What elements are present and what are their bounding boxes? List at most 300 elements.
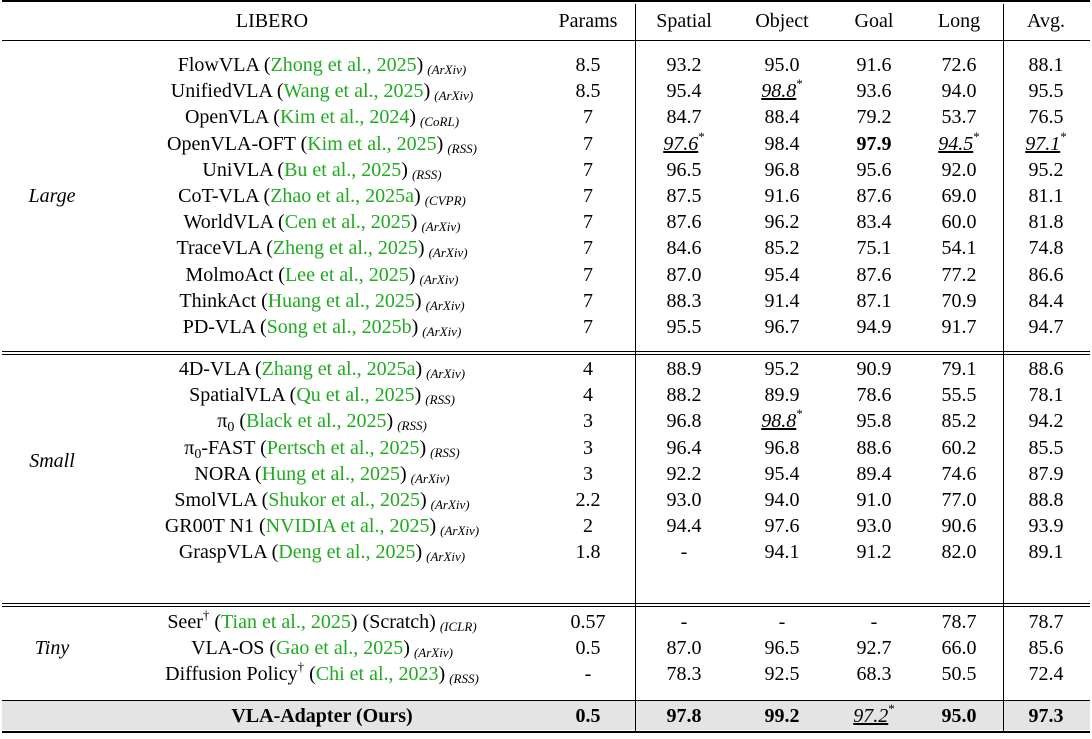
cell-goal	[832, 131, 916, 157]
citation-link[interactable]: Pertsch et al., 2025	[266, 436, 420, 459]
method-suffix: -FAST	[201, 436, 256, 459]
value-avg: 89.1	[1028, 541, 1064, 564]
method-name: GraspVLA	[178, 541, 267, 564]
table-row	[2, 539, 1090, 565]
value-spatial: 95.4	[666, 80, 702, 103]
method-name: SpatialVLA	[189, 384, 285, 407]
value-long: 55.5	[941, 384, 977, 407]
value-goal: 88.6	[856, 436, 892, 459]
cell-object	[732, 262, 832, 288]
cell-spatial	[636, 157, 732, 183]
cell-long	[916, 78, 1002, 104]
value-object: 94.0	[764, 489, 800, 511]
params-value: 4	[583, 358, 593, 380]
method-name: SmolVLA	[174, 489, 257, 511]
citation-link[interactable]: Qu et al., 2025	[296, 384, 415, 407]
cell-spatial	[636, 539, 732, 565]
citation-link[interactable]: Chi et al., 2023	[315, 663, 439, 686]
cell-long	[916, 183, 1002, 209]
table-row	[2, 408, 1090, 434]
value-avg: 78.1	[1028, 384, 1064, 407]
method-name: Seer	[167, 611, 203, 633]
method-name: CoT-VLA	[178, 185, 259, 207]
cell-avg	[1004, 487, 1088, 513]
method-name: WorldVLA	[183, 211, 274, 234]
rule-line	[2, 606, 1090, 607]
cell-object	[732, 52, 832, 78]
cell-object	[732, 157, 832, 183]
value-long: 74.6	[941, 462, 977, 485]
value-avg: 94.7	[1028, 316, 1064, 338]
venue-label: (ArXiv)	[430, 497, 470, 512]
star-mark: *	[698, 128, 705, 144]
cell-object	[732, 131, 832, 157]
cell-goal	[832, 435, 916, 461]
params-value: 0.57	[570, 611, 606, 633]
ours-value-goal: 97.2	[853, 705, 889, 727]
cell-spatial	[636, 435, 732, 461]
cell-object	[732, 104, 832, 130]
method-cell: PD-VLA (Song et al., 2025b) (ArXiv)	[182, 316, 462, 339]
value-avg: 81.1	[1028, 185, 1064, 207]
value-goal: 95.8	[856, 410, 892, 433]
cell-long	[916, 408, 1002, 434]
value-avg: 86.6	[1028, 263, 1064, 286]
table-row	[2, 487, 1090, 513]
cell-long	[916, 382, 1002, 408]
cell-goal	[832, 661, 916, 687]
value-object: 85.2	[764, 237, 800, 260]
value-long: 50.5	[941, 663, 977, 686]
citation-link[interactable]: Huang et al., 2025	[267, 289, 415, 312]
citation-link[interactable]: Black et al., 2025	[245, 410, 387, 433]
method-cell: WorldVLA (Cen et al., 2025) (ArXiv)	[183, 211, 461, 235]
ours-name	[102, 703, 542, 729]
method-cell: TraceVLA (Zheng et al., 2025) (ArXiv)	[176, 237, 468, 261]
method-cell: Seer† (Tian et al., 2025) (Scratch) (ICLR)	[167, 607, 477, 634]
value-avg: 81.8	[1028, 211, 1064, 234]
method-name: UniVLA	[202, 158, 273, 181]
value-avg: 74.8	[1028, 237, 1064, 260]
table-row	[2, 262, 1090, 288]
cell-long	[916, 487, 1002, 513]
cell-long	[916, 314, 1002, 340]
cell-goal	[832, 382, 916, 408]
params-value: 3	[583, 436, 593, 459]
value-goal: 94.9	[856, 316, 892, 338]
value-spatial: 87.0	[666, 637, 702, 660]
ours-row	[2, 703, 1090, 729]
ours-params	[542, 703, 634, 729]
cell-spatial	[636, 262, 732, 288]
table-row	[2, 382, 1090, 408]
cell-object	[732, 209, 832, 235]
value-long: 78.7	[941, 611, 977, 633]
value-avg: 78.7	[1028, 611, 1064, 633]
cell-object	[732, 609, 832, 635]
cell-avg	[1004, 314, 1088, 340]
value-long: 90.6	[941, 515, 977, 538]
value-long: 82.0	[941, 541, 977, 564]
params-value: 2.2	[575, 489, 601, 511]
cell-object	[732, 183, 832, 209]
header-benchmark: LIBERO	[235, 10, 309, 32]
value-long: 91.7	[941, 316, 977, 338]
value-spatial: 96.5	[666, 158, 702, 181]
value-long: 92.0	[941, 158, 977, 181]
value-goal: 90.9	[856, 358, 892, 380]
rule-line	[2, 700, 1090, 701]
method-name: Diffusion Policy	[165, 663, 298, 686]
value-spatial: 88.2	[666, 384, 702, 407]
method-subscript: 0	[227, 420, 235, 436]
value-spatial: 87.0	[666, 263, 702, 286]
value-spatial: 87.5	[666, 185, 702, 207]
cell-avg	[1004, 356, 1088, 382]
table-row	[2, 128, 1090, 157]
params-value: 7	[583, 106, 593, 129]
star-mark: *	[1060, 128, 1067, 144]
star-mark: *	[973, 128, 980, 144]
cell-avg	[1004, 128, 1088, 157]
cell-avg	[1004, 288, 1088, 314]
cell-avg	[1004, 157, 1088, 183]
value-goal: 79.2	[856, 106, 892, 129]
header-goal: Goal	[854, 10, 894, 32]
value-spatial: 96.4	[666, 436, 702, 459]
ours-object	[732, 703, 832, 729]
citation-link[interactable]: NVIDIA et al., 2025	[265, 515, 430, 538]
rule-line	[2, 351, 1090, 352]
value-goal: 93.6	[856, 80, 892, 103]
venue-label: (ArXiv)	[440, 523, 480, 539]
params-value: 0.5	[575, 637, 601, 660]
value-goal: 87.6	[856, 185, 892, 207]
cell-spatial	[636, 356, 732, 382]
params-value: 7	[583, 289, 593, 312]
value-goal: 83.4	[856, 211, 892, 234]
params-value: 7	[583, 158, 593, 181]
cell-goal	[832, 314, 916, 340]
params-value: 2	[583, 515, 593, 538]
value-spatial: 94.4	[666, 515, 702, 538]
value-goal: 89.4	[856, 462, 892, 485]
params-value: 3	[583, 410, 593, 433]
method-name: OpenVLA-OFT	[167, 132, 296, 155]
cell-avg	[1004, 609, 1088, 635]
value-object: 96.8	[764, 158, 800, 181]
table-header	[2, 4, 1090, 38]
cell-object	[732, 487, 832, 513]
cell-object	[732, 78, 832, 104]
cell-object	[732, 356, 832, 382]
cell-long	[916, 209, 1002, 235]
cell-long	[916, 104, 1002, 130]
value-avg: 84.4	[1028, 289, 1064, 312]
cell-spatial	[636, 635, 732, 661]
cell-object	[732, 435, 832, 461]
star-mark: *	[888, 701, 895, 716]
value-spatial: -	[680, 541, 688, 564]
value-long: 85.2	[941, 410, 977, 433]
citation-link[interactable]: Hung et al., 2025	[261, 462, 400, 485]
value-avg: 87.9	[1028, 462, 1064, 485]
ours-value-object: 99.2	[764, 705, 800, 727]
value-spatial: 84.6	[666, 237, 702, 260]
value-object: 95.0	[764, 54, 800, 76]
cell-long	[916, 262, 1002, 288]
ours-value-spatial: 97.8	[666, 705, 702, 727]
cell-avg	[1004, 513, 1088, 539]
citation-link[interactable]: Kim et al., 2025	[307, 132, 437, 155]
method-cell: SpatialVLA (Qu et al., 2025) (RSS)	[189, 384, 455, 408]
venue-label: (ICLR)	[439, 619, 477, 634]
cell-avg	[1004, 209, 1088, 235]
cell-avg	[1004, 539, 1088, 565]
cell-object	[732, 314, 832, 340]
cell-spatial	[636, 461, 732, 487]
value-goal: 92.7	[856, 637, 892, 660]
citation-link[interactable]: Gao et al., 2025	[276, 637, 404, 660]
params-value: 8.5	[575, 80, 601, 103]
method-name: OpenVLA	[184, 106, 269, 129]
citation-link[interactable]: Tian et al., 2025	[221, 611, 351, 633]
cell-avg	[1004, 52, 1088, 78]
cell-long	[916, 661, 1002, 687]
dagger-mark: †	[297, 659, 305, 675]
venue-label: (RSS)	[447, 140, 477, 156]
cell-avg	[1004, 382, 1088, 408]
cell-long	[916, 235, 1002, 261]
cell-object	[732, 635, 832, 661]
cell-spatial	[636, 661, 732, 687]
cell-avg	[1004, 78, 1088, 104]
rule-line	[2, 0, 1090, 2]
cell-avg	[1004, 461, 1088, 487]
value-object: 98.4	[764, 132, 800, 155]
cell-long	[916, 128, 1002, 157]
cell-spatial	[636, 104, 732, 130]
table-row	[2, 183, 1090, 209]
venue-label: (RSS)	[430, 444, 460, 460]
ours-avg	[1004, 703, 1088, 729]
value-long: 79.1	[941, 358, 977, 380]
value-spatial: 93.0	[666, 489, 702, 511]
group-label: Large	[28, 185, 76, 208]
params-value: 7	[583, 237, 593, 260]
value-goal: 93.0	[856, 515, 892, 538]
method-name: ThinkAct	[179, 289, 257, 312]
method-cell: VLA-OS (Gao et al., 2025) (ArXiv)	[191, 637, 453, 661]
method-cell: SmolVLA (Shukor et al., 2025) (ArXiv)	[174, 489, 470, 512]
method-cell: NORA (Hung et al., 2025) (ArXiv)	[194, 462, 450, 486]
citation-link[interactable]: Zhao et al., 2025a	[270, 185, 415, 207]
header-spatial: Spatial	[656, 10, 712, 32]
value-long: 69.0	[941, 185, 977, 207]
star-mark: *	[796, 406, 803, 422]
dagger-mark: †	[202, 607, 210, 622]
value-avg: 97.1	[1025, 132, 1061, 155]
value-avg: 95.5	[1028, 80, 1064, 103]
citation-link[interactable]: Wang et al., 2025	[283, 80, 424, 103]
cell-long	[916, 157, 1002, 183]
value-object: 91.6	[764, 185, 800, 207]
citation-link[interactable]: Lee et al., 2025	[284, 263, 409, 286]
cell-goal	[832, 262, 916, 288]
value-long: 60.2	[941, 436, 977, 459]
cell-spatial	[636, 382, 732, 408]
value-object: 91.4	[764, 289, 800, 312]
venue-label: (RSS)	[397, 418, 427, 434]
cell-goal	[832, 288, 916, 314]
value-object: 96.8	[764, 436, 800, 459]
cell-avg	[1004, 262, 1088, 288]
citation-link[interactable]: Zheng et al., 2025	[272, 237, 418, 260]
cell-object	[732, 513, 832, 539]
cell-long	[916, 356, 1002, 382]
value-avg: 85.6	[1028, 637, 1064, 660]
cell-goal	[832, 513, 916, 539]
value-object: -	[778, 611, 786, 633]
value-object: 96.5	[764, 637, 800, 660]
venue-label: (RSS)	[425, 392, 455, 408]
cell-long	[916, 539, 1002, 565]
table-row	[2, 356, 1090, 382]
citation-link[interactable]: Deng et al., 2025	[278, 541, 416, 564]
venue-label: (ArXiv)	[428, 245, 468, 261]
value-object: 96.2	[764, 211, 800, 234]
value-object: 95.4	[764, 462, 800, 485]
citation-link[interactable]: Zhang et al., 2025a	[261, 358, 416, 380]
method-name: GR00T N1	[164, 515, 254, 538]
cell-goal	[832, 487, 916, 513]
table-row	[2, 314, 1090, 340]
table-row	[2, 635, 1090, 661]
table-row	[2, 288, 1090, 314]
cell-spatial	[636, 609, 732, 635]
params-value: 4	[583, 384, 593, 407]
cell-spatial	[636, 78, 732, 104]
venue-label: (ArXiv)	[426, 549, 466, 565]
header-avg: Avg.	[1027, 10, 1065, 32]
value-long: 77.2	[941, 263, 977, 286]
value-goal: 91.2	[856, 541, 892, 564]
cell-goal	[832, 52, 916, 78]
value-object: 95.4	[764, 263, 800, 286]
cell-object	[732, 382, 832, 408]
value-long: 60.0	[941, 211, 977, 234]
value-long: 94.0	[941, 80, 977, 103]
citation-link[interactable]: Kim et al., 2024	[279, 106, 410, 129]
cell-long	[916, 288, 1002, 314]
column-divider	[635, 4, 636, 731]
value-spatial: 88.9	[666, 358, 702, 380]
value-spatial: 96.8	[666, 410, 702, 433]
value-long: 72.6	[941, 54, 977, 76]
method-name: VLA-OS	[191, 637, 265, 660]
value-goal: 91.6	[856, 54, 892, 76]
method-subscript: 0	[194, 446, 202, 462]
star-mark: *	[796, 76, 803, 92]
cell-goal	[832, 209, 916, 235]
params-value: 7	[583, 316, 593, 338]
ours-value-params: 0.5	[575, 705, 601, 727]
citation-link[interactable]: Cen et al., 2025	[284, 211, 411, 234]
value-spatial: 87.6	[666, 211, 702, 234]
header-params: Params	[558, 10, 618, 32]
ours-value-name: VLA-Adapter (Ours)	[231, 705, 413, 727]
method-name: π	[184, 436, 195, 459]
rule-line	[2, 603, 1090, 604]
cell-goal	[832, 183, 916, 209]
method-cell: $\pi_0$ (Black et al., 2025) (RSS)	[217, 410, 427, 436]
venue-label: (ArXiv)	[426, 366, 466, 381]
venue-label: (ArXiv)	[413, 645, 453, 661]
method-name: NORA	[194, 462, 250, 485]
value-long: 66.0	[941, 637, 977, 660]
value-goal: 68.3	[856, 663, 892, 686]
header-long: Long	[937, 10, 981, 32]
table-row	[2, 661, 1090, 687]
value-spatial: 88.3	[666, 289, 702, 312]
method-cell: CoT-VLA (Zhao et al., 2025a) (CVPR)	[178, 185, 466, 208]
value-avg: 88.1	[1028, 54, 1064, 76]
table-row	[2, 513, 1090, 539]
rule-line	[2, 354, 1090, 355]
cell-goal	[832, 104, 916, 130]
header-object: Object	[755, 10, 809, 32]
method-name: π	[217, 410, 228, 433]
method-cell: MolmoAct (Lee et al., 2025) (ArXiv)	[185, 263, 459, 287]
params-value: 7	[583, 263, 593, 286]
venue-label: (ArXiv)	[427, 62, 467, 77]
cell-goal	[832, 408, 916, 434]
value-spatial: 95.5	[666, 316, 702, 338]
cell-long	[916, 435, 1002, 461]
value-goal: 91.0	[856, 489, 892, 511]
cell-object	[732, 461, 832, 487]
column-divider	[1003, 4, 1004, 731]
citation-link[interactable]: Song et al., 2025b	[266, 316, 412, 338]
venue-label: (ArXiv)	[434, 88, 474, 104]
value-object: 88.4	[764, 106, 800, 129]
cell-object	[732, 408, 832, 434]
cell-spatial	[636, 314, 732, 340]
method-cell: FlowVLA (Zhong et al., 2025) (ArXiv)	[177, 54, 467, 77]
cell-avg	[1004, 183, 1088, 209]
value-goal: 78.6	[856, 384, 892, 407]
table-row	[2, 157, 1090, 183]
citation-link[interactable]: Shukor et al., 2025	[268, 489, 420, 511]
value-long: 94.5	[938, 132, 974, 155]
params-value: -	[584, 663, 592, 686]
venue-label: (RSS)	[411, 166, 442, 182]
method-cell: OpenVLA-OFT (Kim et al., 2025) (RSS)	[167, 132, 477, 156]
citation-link[interactable]: Bu et al., 2025	[284, 158, 402, 181]
method-name: TraceVLA	[176, 237, 262, 260]
value-long: 77.0	[941, 489, 977, 511]
value-spatial: 84.7	[666, 106, 702, 129]
params-value: 8.5	[575, 54, 601, 76]
method-cell: OpenVLA (Kim et al., 2024) (CoRL)	[184, 106, 460, 130]
cell-goal	[832, 609, 916, 635]
value-object: 98.8	[761, 410, 797, 433]
venue-label: (ArXiv)	[422, 324, 462, 339]
value-spatial: 78.3	[666, 663, 702, 686]
cell-spatial	[636, 52, 732, 78]
citation-link[interactable]: Zhong et al., 2025	[270, 54, 417, 76]
value-goal: 87.6	[856, 263, 892, 286]
